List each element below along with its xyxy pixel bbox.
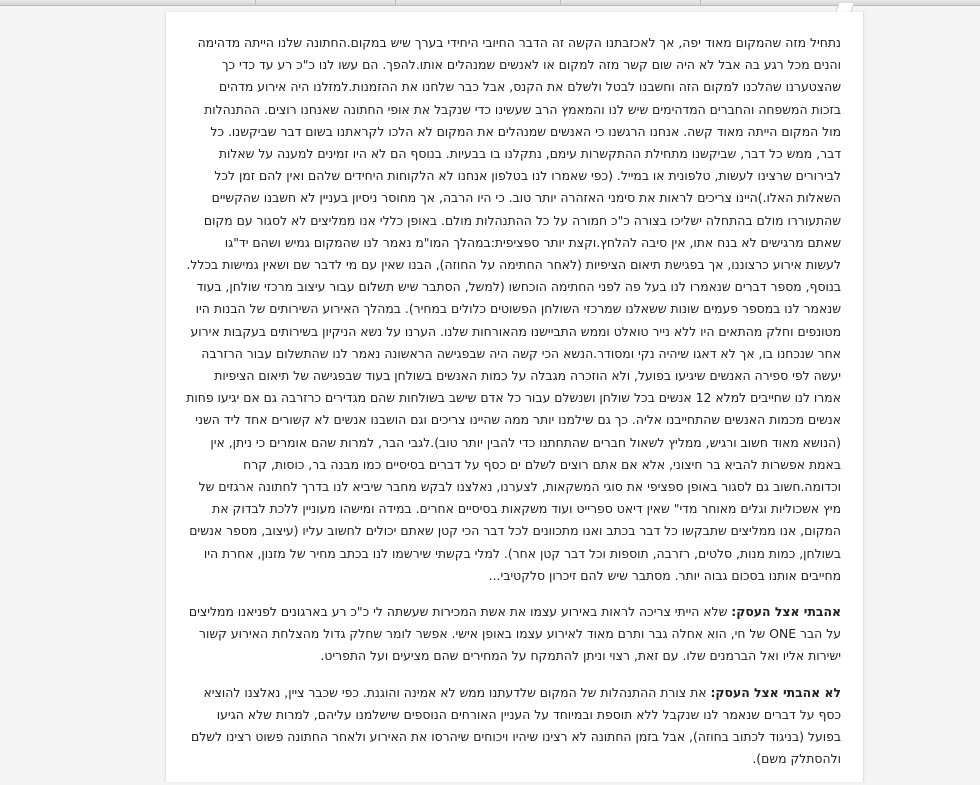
disliked-text: את צורת ההתנהלות של המקום שלדעתנו ממש לא אמינה והוגנת. כפי שכבר ציין, נאלצנו להוציא כסף על דברים שנאמר לנו שנקבל ללא תוספת ובמיוחד על העניין האורחים הנוספים שישלמנו עליהם, למרות שלא הגיעו בפועל (בניגוד לכתוב בחוזה), אבל בזמן החתונה לא רצינו שיהיו ויכוחים שיהרסו את האירוע ולאחר החתונה פשוט רצינו לשלם ולהסתלק משם). bbox=[190, 684, 841, 767]
review-body-paragraph: נתחיל מזה שהמקום מאוד יפה, אך לאכזבתנו הקשה זה הדבר החיובי היחידי בערך שיש במקום.החתונה שלנו הייתה מדהימה והנים מכל רגע בה אבל לא היה שום קשר מזה למקום או לאנשים שמנהלים אותו.להפך. הם עשו לנו כ"כ רע עד כדי כך שהצטערנו שהלכנו למקום הזה וחשבנו לבטל ולשלם את הקנס, אבל כבר שלחנו את ההזמנות.למזלנו היה אירוע מדהים בזכות המשפחה והחברים המדהימים שיש לנו והמאמץ הרב שעשינו כדי שנקבל את אופי החתונה שאנחנו רוצים. ההתנהלות מול המקום הייתה מאוד קשה. אנחנו הרגשנו כי האנשים שמנהלים את המקום לא הלכו לקראתנו בשום דבר שביקשנו. כל דבר, ממש כל דבר, שביקשנו מתחילת ההתקשרות עימם, נתקלנו בו בבעיות. בנוסף הם לא היו זמינים למענה על שאלות לבירורים שרצינו לעשות, טלפונית או במייל. (כפי שאמרו לנו בטלפון אנחנו לא הלקוחות היחידים שלהם ואין להם זמן לכל השאלות האלו.)היינו צריכים לראות את סימני האזהרה יותר טוב. כי היו הרבה, אך מחוסר ניסיון בעניין לא חשבנו שהקשיים שהתעוררו מולם בהתחלה ישליכו בצורה כ"כ חמורה על כל ההתנהלות מולם. באופן כללי אנו ממליצים לא לסגור עם מקום שאתם מרגישים לא בנח אתו, אין סיבה להלחץ.וקצת יותר ספציפית:במהלך המו"מ נאמר לנו שהמקום גמיש ושהם יד"גו לעשות אירוע כרצוננו, אך בפגישת תיאום הציפיות (לאחר החתימה על החוזה), הבנו שאין עם מי לדבר שם ושאין גמישות בכלל. בנוסף, מספר דברים שנאמרו לנו בעל פה לפני החתימה הוכחשו (למשל, הסתבר שיש תשלום עבור עיצוב מרכזי שולחן, בעוד שנאמר לנו במספר פעמים שונות ששאלנו שמרכזי השולחן הפשוטים כלולים במחיר). במהלך האירוע השירותים של הבנות היו מטונפים וחלק מהתאים היו ללא נייר טואלט וממש התביישנו מהאורחות שלנו. הערנו על נשא הניקיון בשירותים בעקבות אירוע אחר שנכחנו בו, אך לא דאגו שיהיה נקי ומסודר.הנשא הכי קשה היה שבפגישה הראשונה נאמר לנו שהתשלום עבור הרזרבה יעשה לפי ספירה האנשים שיגיעו בפועל, ולא הוזכרה מגבלה על כמות האנשים בשולחן בעוד שבפגישה של תיאום הציפיות אמרו לנו שחייבים למלא 12 אנשים בכל שולחן ושנשלם עבור כל אדם שישב בשולחות שהם מגדירים כרזרבה גם אם יגיעו פחות אנשים מכמות האנשים שהתחייבנו אליה. כך גם שילמנו יותר ממה שהיינו צריכים וגם הושבנו אנשים לא קשורים אחד ליד השני (הנושא מאוד חשוב ורגיש, ממליץ לשאול חברים שהתחתנו כדי להבין יותר טוב).לגבי הבר, למרות שהם אומרים כי ניתן, אין באמת אפשרות להביא בר חיצוני, אלא אם אתם רוצים לשלם ים כסף על דברים בסיסיים כמו מבנה בר, כוסות, קרח וכדומה.חשוב גם לסגור באופן ספציפי את סוגי המשקאות, לצערנו, נאלצנו לבקש מחבר שיביא לנו בדרך לחתונה ארגזים של מיץ אשכוליות וגלים מאוחר מדי" שאין דיאט ספרייט ועוד משקאות בסיסיים אחרים. במידה ומישהו מעוניין ללכת לבדוק את המקום, אנו ממליצים שתבקשו כל דבר בכתב ואנו מתכוונים לכל דבר הכי קטן שאתם יכולים לחשוב עליו (עיצוב, מספר אנשים בשולחן, כמות מנות, סלטים, רזרבה, תוספות וכל דבר קטן אחר). למלי בקשתי שירשמו לנו בכתב מחיר של מזנון, אחרת היו מחייבים אותנו בסכום גבוה יותר. מסתבר שיש להם זיכרון סלקטיבי... bbox=[186, 35, 841, 583]
disliked-label: לא אהבתי אצל העסק: bbox=[710, 684, 841, 700]
top-bar-divider bbox=[700, 0, 701, 5]
review-page bbox=[165, 12, 864, 782]
top-bar-divider bbox=[560, 0, 561, 5]
disliked-paragraph bbox=[186, 682, 841, 771]
liked-paragraph bbox=[186, 601, 841, 668]
tab-notch bbox=[835, 3, 854, 12]
review-article bbox=[186, 32, 841, 785]
liked-label: אהבתי אצל העסק: bbox=[731, 604, 841, 620]
top-bar-divider bbox=[255, 0, 256, 5]
browser-top-bar bbox=[0, 0, 980, 6]
liked-text: שלא הייתי צריכה לראות באירוע עצמו את אשת המכירות שעשתה לי כ"כ רע בארגונים לפניאנו ממליצים על הבר ONE של חי, הוא אחלה גבר ותרם מאוד לאירוע עצמו באופן אישי. אפשר לומר שחלק גדול מהצלחת האירוע קשור ישירות אליו ואל הברמנים שלו. עם זאת, רצוי וניתן להתמקח על המחירים שהם מציעים ועל התפריט. bbox=[188, 604, 841, 664]
top-bar-divider bbox=[395, 0, 396, 5]
